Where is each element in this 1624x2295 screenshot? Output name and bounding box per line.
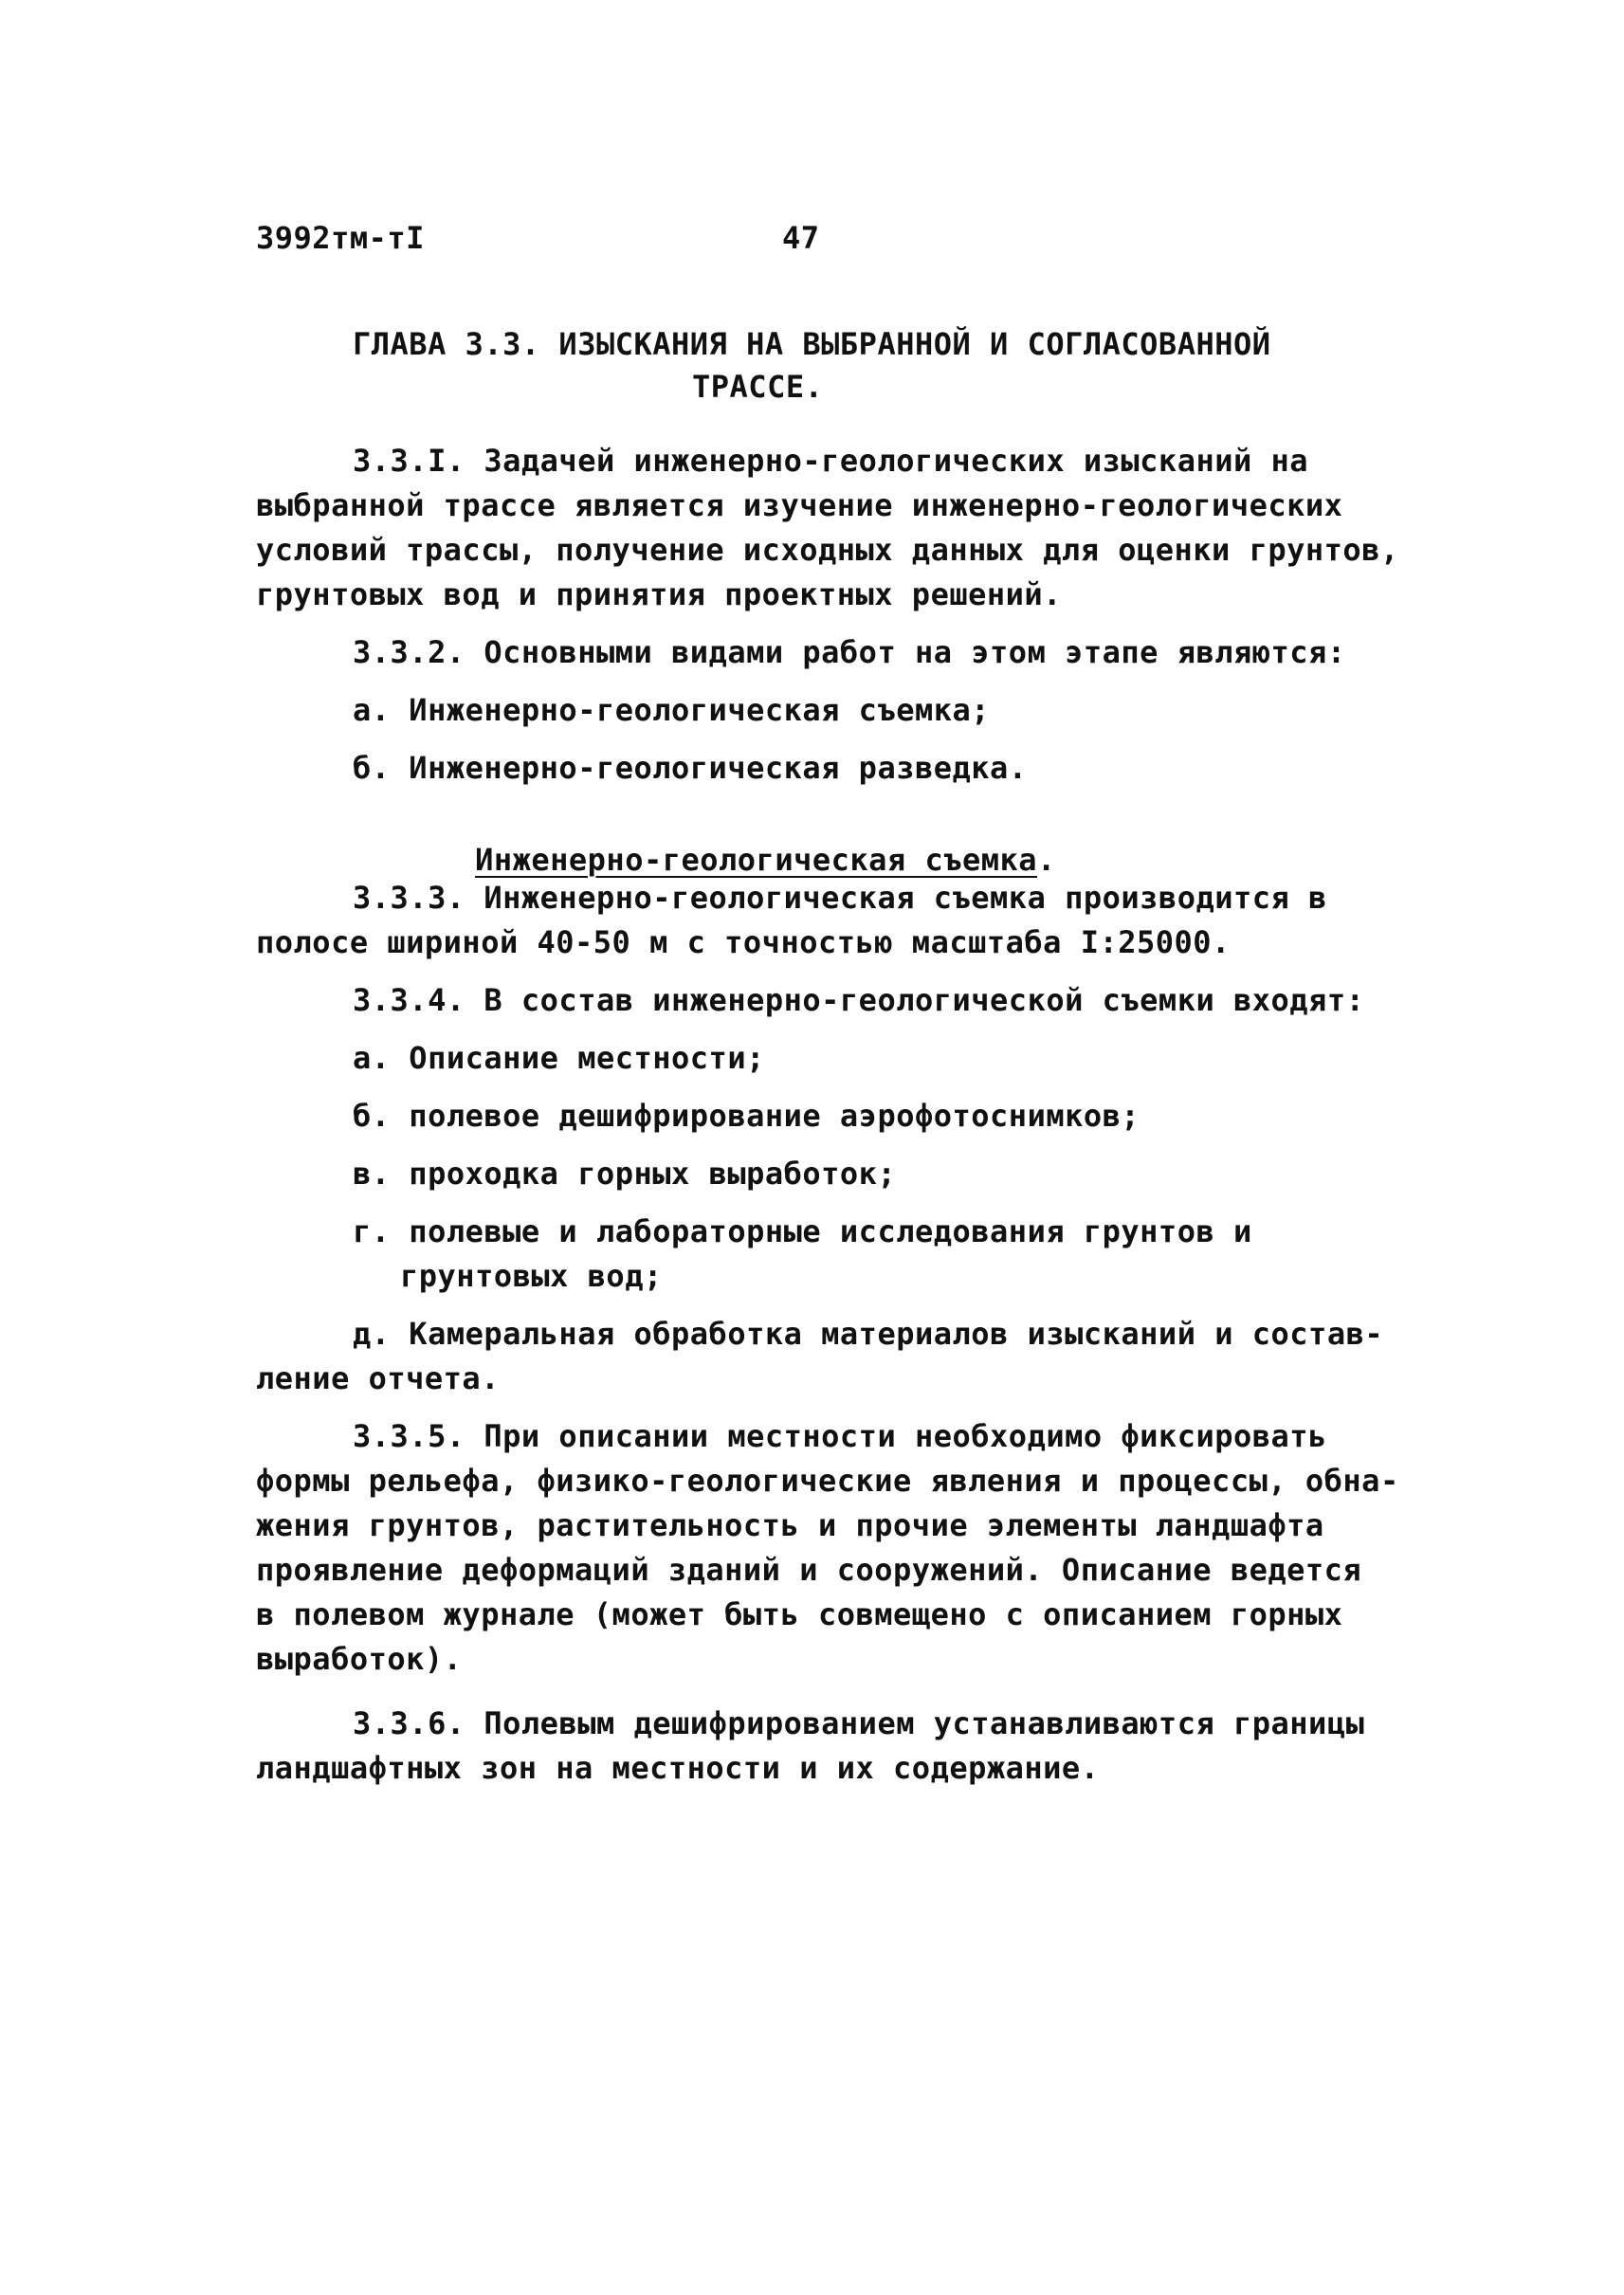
paragraph-3-3-1-line-1: 3.3.I. Задачей инженерно-геологических изысканий на xyxy=(353,443,1309,479)
subheading-period: . xyxy=(1037,842,1056,878)
page-number: 47 xyxy=(782,220,820,256)
paragraph-3-3-5-line-4: проявление деформаций зданий и сооружений. Описание ведется xyxy=(256,1552,1362,1588)
list-item-v-excavation: в. проходка горных выработок; xyxy=(353,1156,897,1192)
list-item-a-survey: а. Инженерно-геологическая съемка; xyxy=(353,692,991,728)
list-item-d-line-1: д. Камеральная обработка материалов изысканий и состав- xyxy=(353,1316,1384,1352)
paragraph-3-3-3-line-2: полосе шириной 40-50 м с точностью масштаба I:25000. xyxy=(256,924,1231,960)
paragraph-3-3-6-line-1: 3.3.6. Полевым дешифрированием устанавливаются границы xyxy=(353,1705,1365,1741)
paragraph-3-3-5-line-5: в полевом журнале (может быть совмещено с описанием горных xyxy=(256,1596,1343,1632)
paragraph-3-3-1-line-3: условий трассы, получение исходных данных для оценки грунтов, xyxy=(256,532,1399,568)
paragraph-3-3-3-line-1: 3.3.3. Инженерно-геологическая съемка производится в xyxy=(353,880,1327,916)
paragraph-3-3-1-line-4: грунтовых вод и принятия проектных решений. xyxy=(256,576,1062,612)
list-item-g-line-1: г. полевые и лабораторные исследования грунтов и xyxy=(353,1213,1252,1249)
subheading-text: Инженерно-геологическая съемка xyxy=(475,842,1038,878)
list-item-b-decoding: б. полевое дешифрирование аэрофотоснимков; xyxy=(353,1098,1140,1134)
paragraph-3-3-6-line-2: ландшафтных зон на местности и их содержание. xyxy=(256,1750,1100,1786)
paragraph-3-3-2-intro: 3.3.2. Основными видами работ на этом этапе являются: xyxy=(353,634,1346,670)
paragraph-3-3-5-line-2: формы рельефа, физико-геологические явления и процессы, обна- xyxy=(256,1463,1399,1499)
list-item-b-exploration: б. Инженерно-геологическая разведка. xyxy=(353,750,1028,786)
list-item-d-line-2: ление отчета. xyxy=(256,1360,500,1396)
paragraph-3-3-5-line-1: 3.3.5. При описании местности необходимо фиксировать xyxy=(353,1418,1327,1454)
paragraph-3-3-4-intro: 3.3.4. В состав инженерно-геологической съемки входят: xyxy=(353,982,1365,1018)
chapter-title-line-1: ГЛАВА 3.3. ИЗЫСКАНИЯ НА ВЫБРАННОЙ И СОГЛАСОВАННОЙ xyxy=(353,326,1271,362)
paragraph-3-3-1-line-2: выбранной трассе является изучение инженерно-геологических xyxy=(256,487,1343,523)
paragraph-3-3-5-line-6: выработок). xyxy=(256,1641,463,1677)
list-item-g-line-2: грунтовых вод; xyxy=(400,1258,663,1294)
chapter-title-line-2: ТРАССЕ. xyxy=(692,369,824,405)
document-code: 3992тм-тI xyxy=(256,220,425,256)
list-item-a-description: а. Описание местности; xyxy=(353,1040,765,1076)
paragraph-3-3-5-line-3: жения грунтов, растительность и прочие элементы ландшафта xyxy=(256,1507,1324,1543)
